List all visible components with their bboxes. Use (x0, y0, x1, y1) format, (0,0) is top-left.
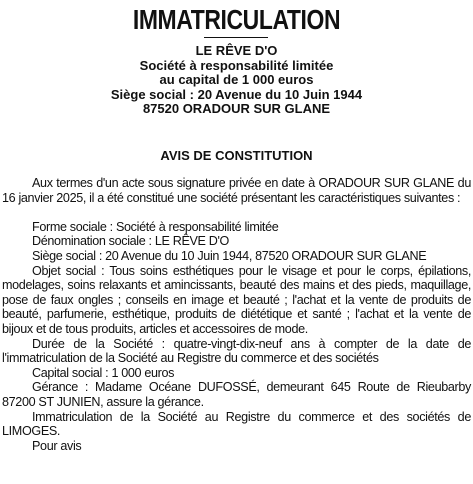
paragraph-closing: Pour avis (32, 438, 82, 453)
notice-body (2, 176, 471, 453)
company-capital: au capital de 1 000 euros (159, 72, 314, 87)
paragraph-denomination: Dénomination sociale : LE RÊVE D'O (32, 234, 229, 249)
paragraph-forme: Forme sociale : Société à responsabilité limitée (32, 219, 279, 234)
company-name: LE RÊVE D'O (195, 43, 278, 58)
paragraph-immatriculation: Immatriculation de la Société au Registre du commerce et des sociétés de LIMOGES. (2, 409, 471, 439)
paragraph-gap (2, 205, 471, 220)
paragraph-gerance: Gérance : Madame Océane DUFOSSÉ, demeurant 645 Route de Rieubarby 87200 ST JUNIEN, assure la gérance. (2, 380, 471, 409)
company-seat: Siège social : 20 Avenue du 10 Juin 1944 (110, 86, 363, 102)
paragraph-intro: Aux termes d'un acte sous signature privée en date à ORADOUR SUR GLANE du 16 janvier 2025, il a été constitué une société présentant les caractéristiques suivantes : (2, 176, 471, 205)
company-header (0, 44, 473, 117)
page-title: IMMATRICULATION (132, 4, 341, 35)
paragraph-duree: Durée de la Société : quatre-vingt-dix-neuf ans à compter de la date de l'immatriculation de la Société au Registre du commerce et des sociétés (2, 336, 471, 366)
company-city: 87520 ORADOUR SUR GLANE (142, 101, 331, 116)
company-form: Société à responsabilité limitée (139, 57, 334, 73)
paragraph-objet: Objet social : Tous soins esthétiques pour le visage et pour le corps, épilations, modelages, soins relaxants et amincissants, beauté des mains et des pieds, maquillage, pose de faux ongles ; conseils en image et beauté ; l'achat et la vente de produits de beauté, parfumerie, esthétique, produits de diététique et santé ; l'achat et la vente de bijoux et de tous produits, articles et accessoires de mode. (2, 263, 471, 336)
title-divider (204, 37, 268, 38)
paragraph-capital: Capital social : 1 000 euros (32, 365, 175, 380)
paragraph-siege: Siège social : 20 Avenue du 10 Juin 1944, 87520 ORADOUR SUR GLANE (32, 248, 427, 263)
notice-title: AVIS DE CONSTITUTION (160, 148, 313, 163)
